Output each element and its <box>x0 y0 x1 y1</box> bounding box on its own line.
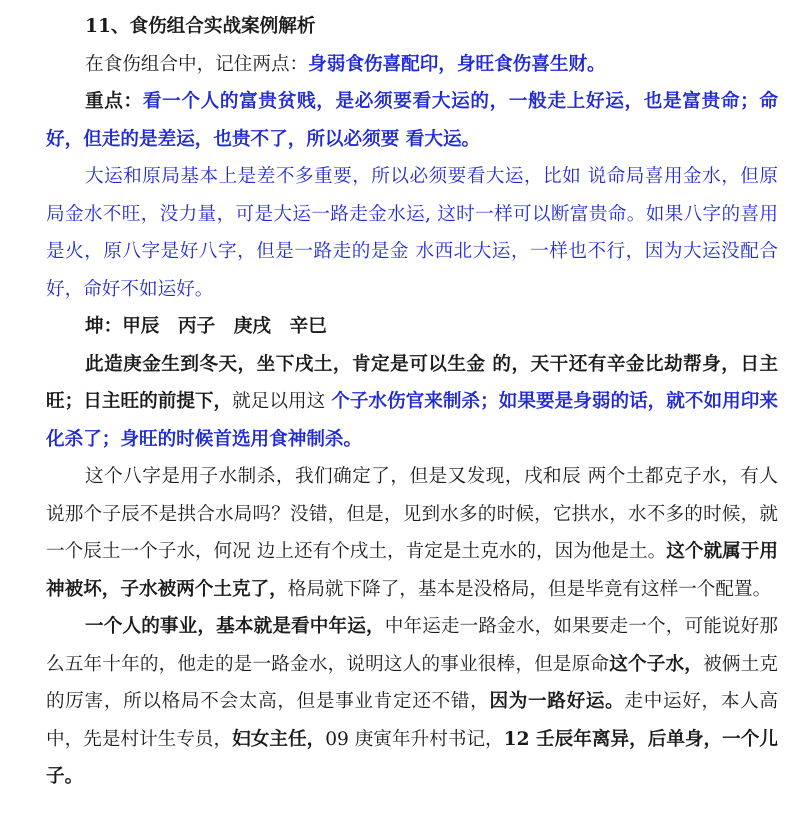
career-plain-1: 中年运走一路金水，如果要走一个，可能说好那么五年十年的，他走的是一路金水，说明这人的事业很棒，但是原命 <box>46 616 778 675</box>
paragraph-ziwater <box>46 458 778 608</box>
analysis-blue: 个子水伤官来制杀；如果要是身弱的话，就不如用印来化杀了；身旺的时候首选用食神制杀。 <box>46 391 778 450</box>
career-plain-2: 被俩土克的厉害，所以格局不会太高，但是事业肯定还不错， <box>46 653 778 712</box>
analysis-bold: 此造庚金生到冬天，坐下戌土，肯定是可以生金 的，天干还有辛金比劫帮身，日主旺；日主旺的前提下， <box>46 353 778 412</box>
paragraph-analysis <box>46 346 778 459</box>
career-bold-2: 这个子水， <box>609 653 704 675</box>
paragraph-emphasis <box>46 83 778 158</box>
career-bold-4: 妇女主任， <box>232 728 326 750</box>
ziwater-end: 格局就下降了，基本是没格局，但是毕竟有这样一个配置。 <box>287 578 772 600</box>
emphasis-label: 重点： <box>85 91 143 112</box>
emphasis-text: 看一个人的富贵贫贱，是必须要看大运的，一般走上好运，也是富贵命；命好，但走的是差运，也贵不了，所以必须要 看大运。 <box>46 91 778 150</box>
career-bold-1: 一个人的事业，基本就是看中年运， <box>85 616 385 637</box>
ziwater-plain: 这个八字是用子水制杀，我们确定了，但是又发现，戌和辰 两个土都克子水，有人说那个子辰不是拱合水局吗？没错，但是，见到水多的时候，它拱水，水不多的时候，就一个辰土一个子水，何况 边上还有个戌土，肯定是土克水的，因为他是土。 <box>46 466 778 562</box>
key-points-intro: 在食伤组合中，记住两点： <box>85 53 309 75</box>
career-plain-3: 走中运好，本人高中，先是村计生专员， <box>46 691 778 750</box>
paragraph-dayun: 大运和原局基本上是差不多重要，所以必须要看大运，比如 说命局喜用金水，但原局金水不旺，没力量，可是大运一路走金水运, 这时一样可以断富贵命。如果八字的喜用是火，原八字是好八字，但是一路走的是金 水西北大运，一样也不行，因为大运没配合好，命好不如运好。 <box>46 166 778 300</box>
analysis-plain: 就足以用这 <box>232 391 332 412</box>
paragraph-key-points <box>46 46 778 84</box>
section-heading: 11、食伤组合实战案例解析 <box>85 16 316 37</box>
bazi-chart-line: 坤：甲辰 丙子 庚戌 辛巳 <box>85 316 327 337</box>
key-points-rule: 身弱食伤喜配印，身旺食伤喜生财。 <box>308 53 606 75</box>
ziwater-bold: 这个就属于用神被坏，子水被两个土克了， <box>46 541 778 600</box>
career-bold-5: 12 壬辰年离异，后单身，一个儿子。 <box>46 728 778 787</box>
career-bold-3: 因为一路好运。 <box>489 691 625 712</box>
paragraph-career <box>46 608 778 796</box>
career-plain-4: 09 庚寅年升村书记， <box>325 728 504 750</box>
